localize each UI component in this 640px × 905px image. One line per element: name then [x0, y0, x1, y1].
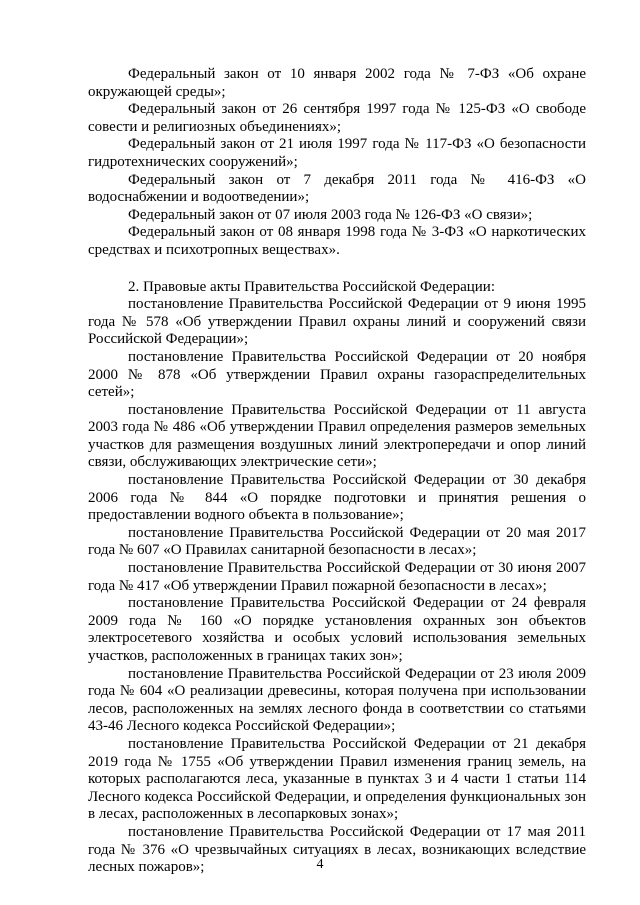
government-act-item: постановление Правительства Российской Федерации от 17 мая 2011 года № 376 «О чрезвычайных ситуациях в лесах, возникающих вследствие лесных пожаров»; — [88, 823, 586, 876]
federal-law-item: Федеральный закон от 08 января 1998 года № 3-ФЗ «О наркотических средствах и психотропных веществах». — [88, 224, 586, 258]
government-act-item: постановление Правительства Российской Федерации от 30 июня 2007 года № 417 «Об утверждении Правил пожарной безопасности в лесах»; — [88, 560, 586, 594]
government-act-item: постановление Правительства Российской Федерации от 24 февраля 2009 года № 160 «О порядке установления охранных зон объектов электросетевого хозяйства и особых условий использования земельных участков, расположенных в границах таких зон»; — [88, 595, 586, 664]
federal-law-item: Федеральный закон от 26 сентября 1997 года № 125-ФЗ «О свободе совести и религиозных объединениях»; — [88, 101, 586, 135]
federal-law-item: Федеральный закон от 07 июля 2003 года № 126-ФЗ «О связи»; — [128, 206, 533, 223]
government-act-item: постановление Правительства Российской Федерации от 23 июля 2009 года № 604 «О реализации древесины, которая получена при использовании лесов, расположенных на землях лесного фонда в соответствии со статьями 43-46 Лесного кодекса Российской Федерации»; — [88, 665, 586, 735]
government-act-item: постановление Правительства Российской Федерации от 21 декабря 2019 года № 1755 «Об утверждении Правил изменения границ земель, на которых располагаются леса, указанные в пунктах 3 и 4 части 1 статьи 114 Лесного кодекса Российской Федерации, и определения функциональных зон в лесах, расположенных в лесопарковых зонах»; — [88, 735, 586, 823]
government-act-item: постановление Правительства Российской Федерации от 30 декабря 2006 года № 844 «О порядке подготовки и принятия решения о предоставлении водного объекта в пользование»; — [88, 472, 586, 524]
page-number: 4 — [316, 857, 324, 872]
government-act-item: постановление Правительства Российской Федерации от 20 ноября 2000 № 878 «Об утверждении Правил охраны газораспределительных сетей»; — [88, 348, 586, 401]
federal-law-item: Федеральный закон от 10 января 2002 года № 7-ФЗ «Об охране окружающей среды»; — [88, 66, 586, 100]
document-body — [88, 66, 586, 877]
section-heading: 2. Правовые акты Правительства Российской Федерации: — [128, 278, 495, 295]
federal-law-item: Федеральный закон от 7 декабря 2011 года № 416-ФЗ «О водоснабжении и водоотведении»; — [88, 171, 586, 206]
government-act-item: постановление Правительства Российской Федерации от 9 июня 1995 года № 578 «Об утверждении Правил охраны линий и сооружений связи Российской Федерации»; — [88, 296, 586, 348]
federal-law-item: Федеральный закон от 21 июля 1997 года № 117-ФЗ «О безопасности гидротехнических сооружений»; — [88, 136, 586, 170]
government-act-item: постановление Правительства Российской Федерации от 20 мая 2017 года № 607 «О Правилах санитарной безопасности в лесах»; — [88, 524, 586, 559]
government-act-item: постановление Правительства Российской Федерации от 11 августа 2003 года № 486 «Об утверждении Правил определения размеров земельных участков для размещения воздушных линий электропередачи и опор линий связи, обслуживающих электрические сети»; — [88, 401, 586, 471]
